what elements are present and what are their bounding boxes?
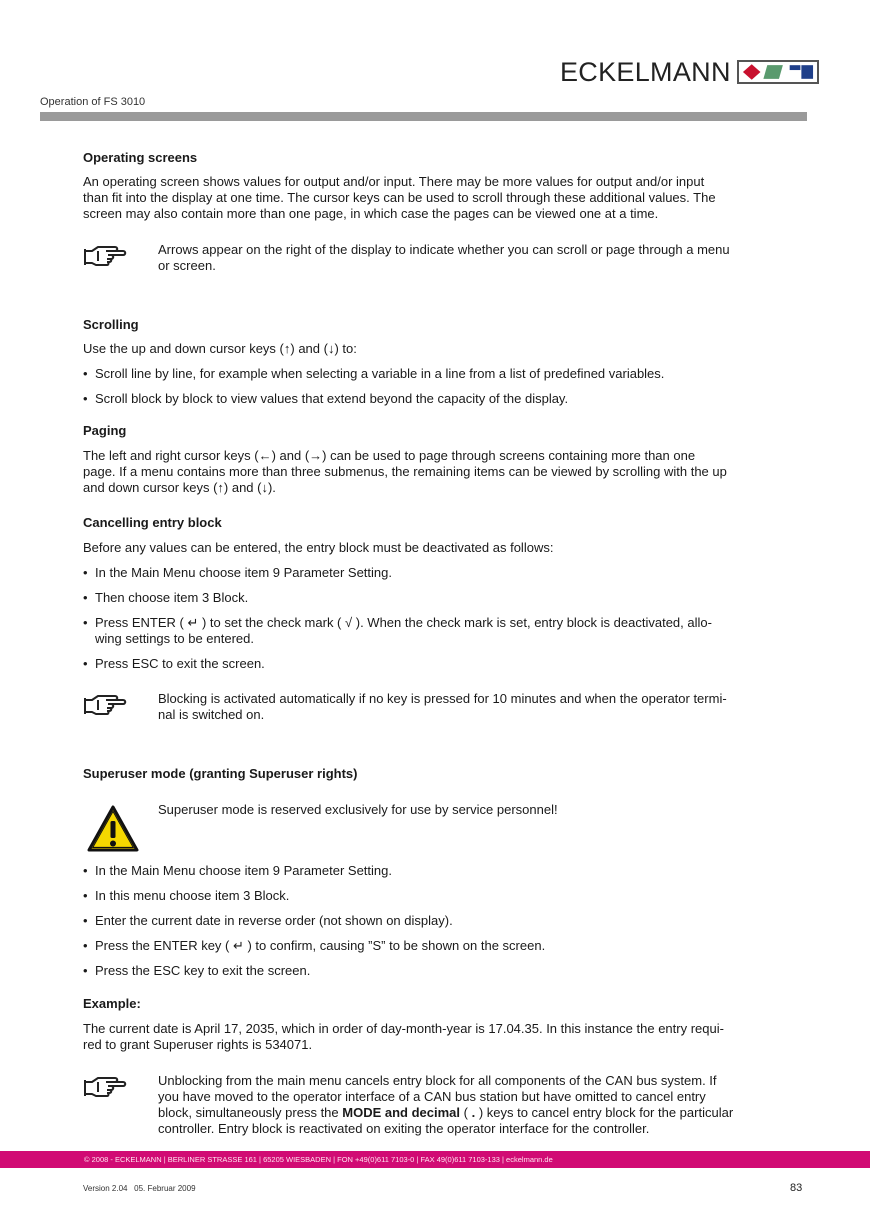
- scrolling-intro: Use the up and down cursor keys (↑) and (↓) to:: [83, 341, 357, 356]
- header-divider: [40, 112, 807, 121]
- note-text-segment: (: [460, 1105, 472, 1120]
- list-item: • Then choose item 3 Block.: [83, 590, 807, 606]
- list-item: • In the Main Menu choose item 9 Parameter Setting.: [83, 863, 807, 879]
- key-name: MODE and decimal: [342, 1105, 461, 1120]
- scrolling-heading: Scrolling: [83, 317, 139, 332]
- note-text: [158, 242, 807, 274]
- note-line: nal is switched on.: [158, 707, 265, 722]
- superuser-section: [83, 766, 807, 782]
- list-item: [83, 615, 807, 647]
- warning-text: Superuser mode is reserved exclusively for use by service personnel!: [158, 802, 558, 817]
- list-item: • Press the ESC key to exit the screen.: [83, 963, 807, 979]
- page-number: 83: [790, 1182, 803, 1194]
- paragraph-line: An operating screen shows values for output and/or input. There may be more values for output and/or input: [83, 174, 705, 189]
- note-line: Blocking is activated automatically if no key is pressed for 10 minutes and when the operator termi-: [158, 691, 727, 706]
- superuser-steps: [83, 863, 807, 979]
- list-item: • Enter the current date in reverse order (not shown on display).: [83, 913, 807, 929]
- paragraph-line: and down cursor keys (↑) and (↓).: [83, 480, 276, 495]
- operating-screens-heading: Operating screens: [83, 150, 198, 165]
- list-item: • Scroll block by block to view values that extend beyond the capacity of the display.: [83, 391, 807, 407]
- note-line: Unblocking from the main menu cancels entry block for all components of the CAN bus system. If: [158, 1073, 717, 1088]
- list-item: • Press ESC to exit the screen.: [83, 656, 807, 672]
- pointing-hand-icon: [82, 693, 128, 722]
- note-line: [158, 1105, 807, 1121]
- version-info: Version 2.04 05. Februar 2009: [83, 1184, 196, 1193]
- superuser-heading: Superuser mode (granting Superuser rights): [83, 766, 358, 781]
- example-section: [83, 996, 807, 1053]
- note-line: you have moved to the operator interface of a CAN bus station but have omitted to cancel entry: [158, 1089, 706, 1104]
- list-item: • Scroll line by line, for example when selecting a variable in a line from a list of predefined variables.: [83, 366, 807, 382]
- cancelling-heading: Cancelling entry block: [83, 515, 222, 530]
- list-item: • In the Main Menu choose item 9 Parameter Setting.: [83, 565, 807, 581]
- section-label: Operation of FS 3010: [40, 96, 146, 108]
- footer-copyright: © 2008 - ECKELMANN | BERLINER STRASSE 161 | 65205 WIESBADEN | FON +49(0)611 7103-0 | FAX 49(0)611 7103-133 | eckelmann.de: [84, 1155, 553, 1164]
- paging-heading: Paging: [83, 423, 127, 438]
- warning-triangle-icon: [86, 804, 140, 859]
- paragraph-line: red to grant Superuser rights is 534071.: [83, 1037, 313, 1052]
- pointing-hand-icon: [82, 244, 128, 273]
- note-line: or screen.: [158, 258, 216, 273]
- note-text-segment: block, simultaneously press the: [158, 1105, 343, 1120]
- cancelling-intro: Before any values can be entered, the entry block must be deactivated as follows:: [83, 540, 554, 555]
- note-text: [158, 1073, 807, 1137]
- list-item: • Press the ENTER key ( ↵ ) to confirm, causing ”S” to be shown on the screen.: [83, 938, 807, 954]
- note-line: Arrows appear on the right of the display to indicate whether you can scroll or page through a menu: [158, 242, 730, 257]
- company-logo: [560, 57, 819, 87]
- logo-shapes-icon: [737, 60, 819, 84]
- list-item-line: wing settings to be entered.: [95, 631, 254, 646]
- paragraph-line: The current date is April 17, 2035, which in order of day-month-year is 17.04.35. In this instance the entry requi-: [83, 1021, 724, 1036]
- list-item: • In this menu choose item 3 Block.: [83, 888, 807, 904]
- key-name: .: [471, 1105, 476, 1120]
- note-line: controller. Entry block is reactivated on exiting the operator interface for the controller.: [158, 1121, 650, 1136]
- paragraph-line: screen may also contain more than one page, in which case the pages can be viewed one at a time.: [83, 206, 659, 221]
- note-text: [158, 691, 807, 723]
- paragraph-line: than fit into the display at one time. The cursor keys can be used to scroll through these additional values. The: [83, 190, 716, 205]
- example-heading: Example:: [83, 996, 141, 1011]
- scrolling-section: [83, 317, 807, 407]
- list-item-line: • Press ENTER ( ↵ ) to set the check mark ( √ ). When the check mark is set, entry block is deactivated, allo-: [95, 615, 712, 630]
- pointing-hand-icon: [82, 1075, 128, 1104]
- paging-section: [83, 423, 807, 496]
- paragraph-line: The left and right cursor keys (←) and (→) can be used to page through screens containing more than one: [83, 448, 696, 463]
- paragraph-line: page. If a menu contains more than three submenus, the remaining items can be viewed by scrolling with the up: [83, 464, 727, 479]
- note-text-segment: ) keys to cancel entry block for the particular: [475, 1105, 734, 1120]
- logo-text: ECKELMANN: [560, 57, 731, 87]
- footer-bar: [0, 1151, 870, 1168]
- operating-screens-section: [83, 150, 807, 222]
- cancelling-section: [83, 515, 807, 672]
